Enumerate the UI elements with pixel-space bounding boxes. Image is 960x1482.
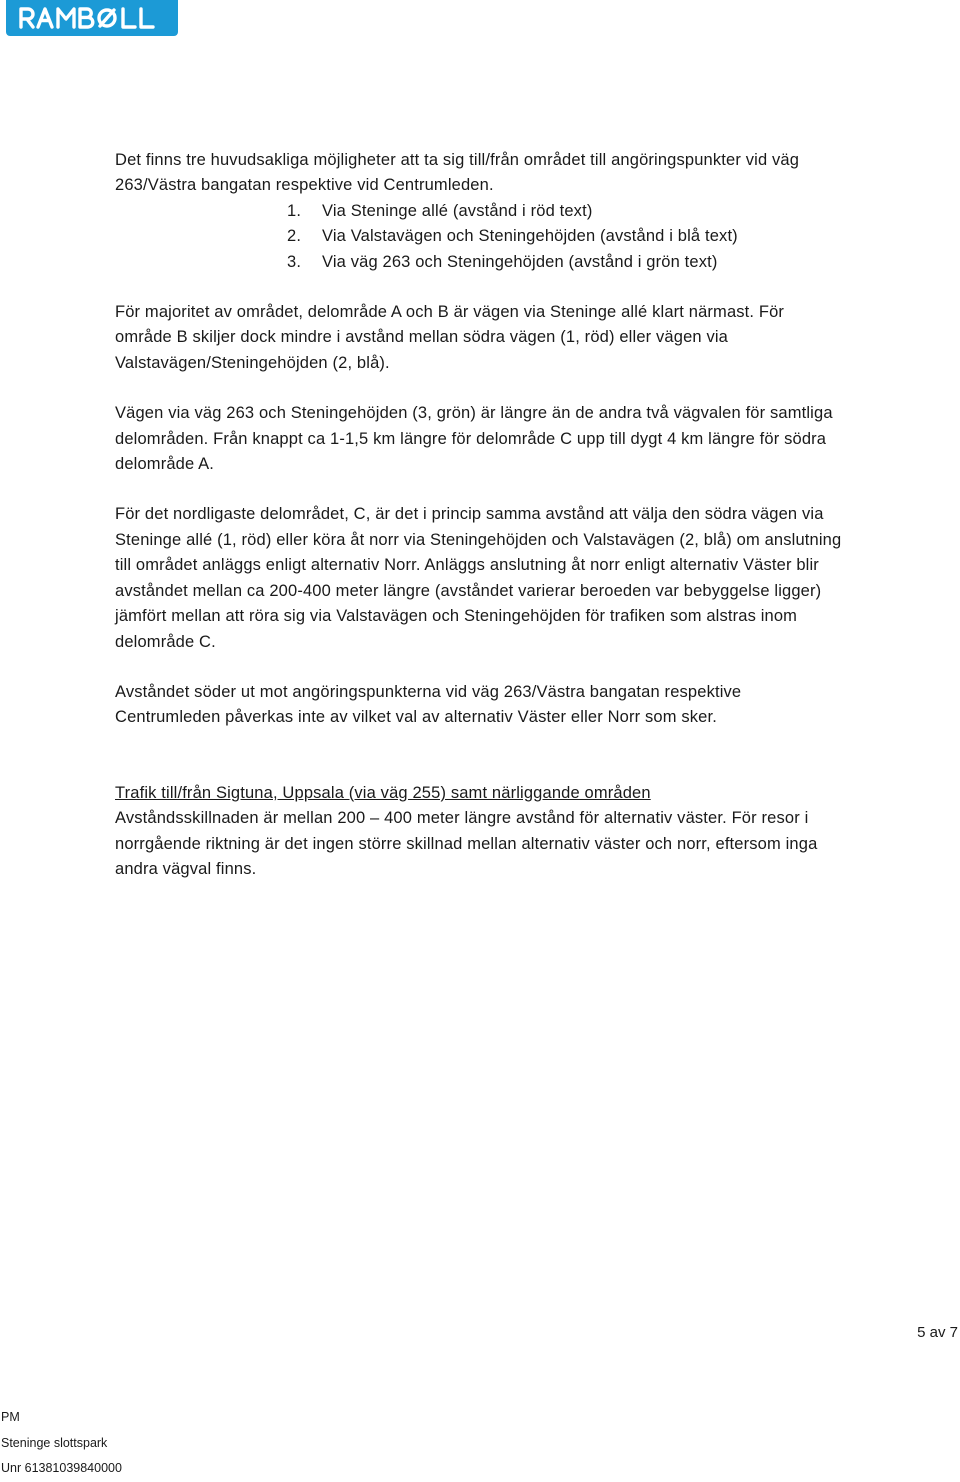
paragraph-area-c: För det nordligaste delområdet, C, är det i princip samma avstånd att välja den södra vägen via Steninge allé (1, röd) eller köra åt norr via Steningehöjden och Valstavägen (2, blå) om anslutning till området anläggs enligt alternativ Norr. Anläggs anslutning åt norr enligt alternativ Väster blir avståndet mellan ca 200-400 meter längre (avståndet varierar beroeden var bebyggelse ligger) jämfört mellan att röra sig via Valstavägen och Steningehöjden för trafiken som alstras inom delområde C. — [115, 505, 842, 651]
paragraph-majority: För majoritet av området, delområde A och B är vägen via Steninge allé klart närmast. För område B skiljer dock mindre i avstånd mellan södra vägen (1, röd) eller vägen via Valstavägen/Steningehöjden (2, blå). — [115, 303, 785, 372]
document-body — [115, 148, 845, 907]
intro-paragraph: Det finns tre huvudsakliga möjligheter att ta sig till/från området till angöringspunkter vid väg 263/Västra bangatan respektive vid Centrumleden. — [115, 151, 800, 195]
list-item-number: 1. — [287, 201, 302, 220]
list-item-text: Via Steninge allé (avstånd i röd text) — [322, 201, 593, 220]
list-item — [115, 199, 845, 224]
footer — [1, 1405, 122, 1482]
paragraph-distance-difference: Avståndsskillnaden är mellan 200 – 400 meter längre avstånd för alternativ väster. För resor i norrgående riktning är det ingen större skillnad mellan alternativ väster och norr, eftersom inga andra vägval finns. — [115, 809, 818, 878]
list-item-text: Via väg 263 och Steningehöjden (avstånd i grön text) — [322, 252, 718, 271]
route-list — [115, 199, 845, 275]
list-item — [115, 250, 845, 275]
list-item-text: Via Valstavägen och Steningehöjden (avstånd i blå text) — [322, 227, 738, 246]
list-item-number: 3. — [287, 252, 302, 271]
ramboll-logo — [6, 0, 178, 36]
paragraph-route-263: Vägen via väg 263 och Steningehöjden (3, grön) är längre än de andra två vägvalen för samtliga delområden. Från knappt ca 1-1,5 km längre för delområde C upp till dygt 4 km längre för södra delområde A. — [115, 404, 833, 474]
list-item — [115, 224, 845, 249]
paragraph-south: Avståndet söder ut mot angöringspunkterna vid väg 263/Västra bangatan respektive Centrumleden påverkas inte av vilket val av alternativ Väster eller Norr som sker. — [115, 682, 742, 727]
section-heading: Trafik till/från Sigtuna, Uppsala (via väg 255) samt närliggande områden — [115, 783, 651, 802]
footer-project-name: Steninge slottspark — [1, 1435, 108, 1450]
footer-doc-type: PM — [1, 1410, 20, 1424]
ramboll-logo-wordmark — [17, 5, 167, 31]
footer-project-number: Unr 61381039840000 — [1, 1461, 122, 1475]
page-number: 5 av 7 — [917, 1324, 958, 1341]
list-item-number: 2. — [287, 227, 302, 246]
